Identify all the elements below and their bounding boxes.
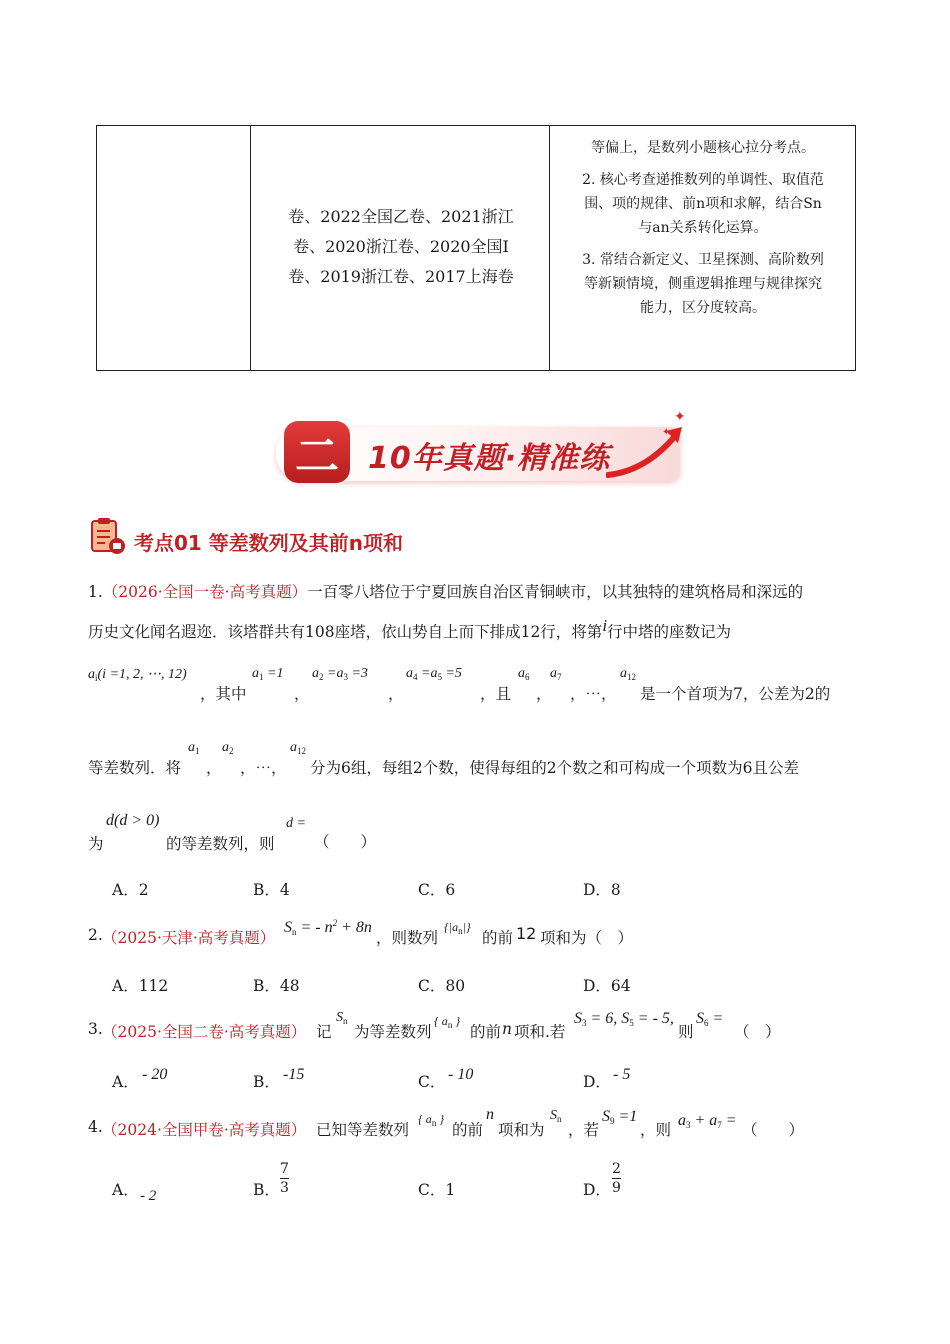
section-title: 考点01 等差数列及其前n项和	[134, 531, 404, 555]
math-expr: $a_3 + a_7$ =	[678, 1112, 737, 1130]
question-source: （2025·全国二卷·高考真题）	[102, 1023, 307, 1041]
option-b-value: -15	[283, 1066, 305, 1083]
cell-line: 能力，区分度较高。	[640, 300, 766, 316]
question-text: 是一个首项为7，公差为2的	[640, 685, 831, 703]
ellipsis: ，⋯，	[570, 685, 617, 703]
option-a[interactable]: A．112	[112, 977, 169, 995]
math-expr: $a_2 =a_3 =3$	[312, 666, 368, 682]
option-c-value: 1	[445, 1181, 456, 1199]
table-divider	[250, 126, 251, 370]
question-text: 的等差数列，则	[166, 835, 275, 853]
comma: ，	[294, 685, 310, 703]
sparkle-icon: ✦	[662, 427, 671, 438]
question-text: 的前	[452, 1121, 484, 1139]
option-a-value: - 20	[142, 1066, 168, 1083]
question-text: ，则数列	[376, 929, 439, 947]
banner-number: 二	[284, 421, 350, 483]
math-expr: $a_1 =1$	[252, 666, 284, 682]
comma: ，	[388, 685, 404, 703]
math-expr: $a_{12}$	[290, 740, 306, 756]
option-a-value: - 2	[140, 1188, 157, 1204]
ellipsis: ，⋯，	[240, 759, 287, 777]
math-expr: $a_{12}$	[620, 666, 636, 682]
math-expr: $S_n$	[550, 1108, 562, 1124]
math-expr: $S_9 =1$	[602, 1108, 638, 1126]
question-source: （2024·全国甲卷·高考真题）	[102, 1121, 307, 1139]
math-expr: $a_6$	[518, 666, 530, 682]
question-source: （2025·天津·高考真题）	[102, 929, 276, 947]
question-text: 的前	[482, 929, 514, 947]
option-d[interactable]: D．64	[583, 977, 631, 995]
option-d[interactable]: D．	[583, 1073, 611, 1091]
question-text: （ ）	[734, 1023, 781, 1041]
banner-title: 10年真题·精准练	[368, 441, 611, 476]
question-text: 行中塔的座数记为	[607, 623, 732, 641]
option-d[interactable]: D．	[583, 1181, 611, 1199]
cell-line: 与an关系转化运算。	[638, 220, 768, 236]
question-text: ，其中	[200, 685, 247, 703]
numerator: 2	[612, 1161, 621, 1177]
math-expr: $S_6$ =	[696, 1010, 724, 1028]
cell-line: 3. 常结合新定义、卫星探测、高阶数列	[582, 252, 824, 268]
cell-line: 卷、2019浙江卷、2017上海卷	[288, 267, 514, 286]
option-b[interactable]: B．	[253, 1073, 280, 1091]
option-a[interactable]: A．	[112, 1073, 139, 1091]
question-source: （2026·全国一卷·高考真题）	[102, 583, 308, 601]
option-b[interactable]: B．4	[253, 881, 290, 899]
option-c-label: C．	[418, 1181, 446, 1199]
question-text: （ ）	[742, 1121, 805, 1139]
math-expr: $\{|a_n|\}$	[444, 920, 471, 936]
comma: ，	[536, 685, 552, 703]
option-d-fraction	[612, 1160, 621, 1197]
math-expr: $a_i(i =1$, 2, ⋯, 12)	[88, 667, 187, 683]
option-a[interactable]: A．2	[112, 881, 149, 899]
question-text: 为	[88, 835, 104, 853]
clipboard-icon	[88, 516, 128, 556]
cell-line: 等新颖情境，侧重逻辑推理与规律探究	[584, 276, 822, 292]
cell-line: 2. 核心考查递推数列的单调性、取值范	[582, 172, 824, 188]
question-number: 2.	[88, 926, 103, 944]
option-c[interactable]: C．	[418, 1073, 446, 1091]
question-text: 已知等差数列	[316, 1121, 410, 1139]
option-c-value: - 10	[448, 1066, 474, 1083]
option-c[interactable]	[418, 1178, 455, 1200]
math-expr: $a_4 =a_5 =5$	[406, 666, 462, 682]
math-expr: $S_n$	[336, 1010, 348, 1026]
math-expr: d(d > 0)	[106, 812, 160, 829]
question-number: 1.	[88, 583, 103, 601]
math-expr: $a_7$	[550, 666, 562, 682]
question-text: ，则	[640, 1121, 672, 1139]
q1-line1	[88, 580, 803, 602]
question-text: 项和为	[498, 1121, 545, 1139]
question-text: 一百零八塔位于宁夏回族自治区青铜峡市，以其独特的建筑格局和深远的	[307, 583, 804, 601]
math-expr: d =	[286, 816, 306, 831]
math-expr: $a_2$	[222, 740, 234, 756]
question-text: 项和为（ ）	[540, 929, 634, 947]
comma: ，	[206, 759, 222, 777]
question-number: 3.	[88, 1020, 103, 1038]
question-text: 历史文化闻名遐迩．该塔群共有108座塔，依山势自上而下排成12行，将第	[88, 623, 603, 641]
section-banner	[276, 405, 686, 491]
option-c[interactable]: C．80	[418, 977, 466, 995]
question-text: 12	[516, 924, 537, 943]
math-expr: { $a_n$ }	[434, 1014, 461, 1030]
exam-list-cell	[252, 202, 550, 292]
q1-line2: 历史文化闻名遐迩．该塔群共有108座塔，依山势自上而下排成12行，将第i行中塔的座数记为	[88, 616, 732, 641]
math-expr: $S_3 = 6$, $S_5$ = - 5,	[574, 1010, 674, 1028]
question-text: ，若	[568, 1121, 600, 1139]
analysis-cell	[553, 136, 853, 328]
cell-line: 等偏上，是数列小题核心拉分考点。	[591, 140, 815, 156]
cell-line: 卷、2020浙江卷、2020全国Ⅰ	[293, 237, 509, 256]
math-expr: $S_n$ = - $n^2 + 8n$	[284, 918, 372, 937]
question-text: 分为6组，每组2个数，使得每组的2个数之和可构成一个项数为6且公差	[310, 759, 799, 777]
question-text: 的前	[470, 1023, 502, 1041]
numerator: 7	[280, 1161, 289, 1177]
question-text: 记	[316, 1023, 332, 1041]
cell-line: 卷、2022全国乙卷、2021浙江	[288, 207, 514, 226]
conj: ，且	[480, 685, 512, 703]
question-text: n	[502, 1020, 512, 1038]
math-expr: { $a_n$ }	[418, 1112, 445, 1128]
question-text: 则	[678, 1023, 694, 1041]
option-d-value: - 5	[613, 1066, 631, 1083]
question-text: 项和.若	[514, 1023, 566, 1041]
sparkle-icon: ✦	[674, 409, 686, 425]
question-number: 4.	[88, 1118, 103, 1136]
exam-info-table	[96, 125, 856, 371]
denominator: 3	[280, 1180, 289, 1196]
option-b[interactable]: B．	[253, 1181, 280, 1199]
cell-line: 围、项的规律、前n项和求解，结合Sn	[584, 196, 822, 212]
denominator: 9	[612, 1180, 621, 1196]
math-expr: $a_1$	[188, 740, 200, 756]
option-c[interactable]: C．6	[418, 881, 456, 899]
question-text: 等差数列．将	[88, 759, 182, 777]
option-b[interactable]: B．48	[253, 977, 300, 995]
option-a[interactable]: A．	[112, 1181, 139, 1199]
option-b-fraction	[280, 1160, 289, 1197]
question-text: （ ）	[314, 833, 377, 851]
math-expr: n	[486, 1106, 494, 1123]
question-text: 为等差数列	[354, 1023, 432, 1041]
option-d[interactable]: D．8	[583, 881, 621, 899]
